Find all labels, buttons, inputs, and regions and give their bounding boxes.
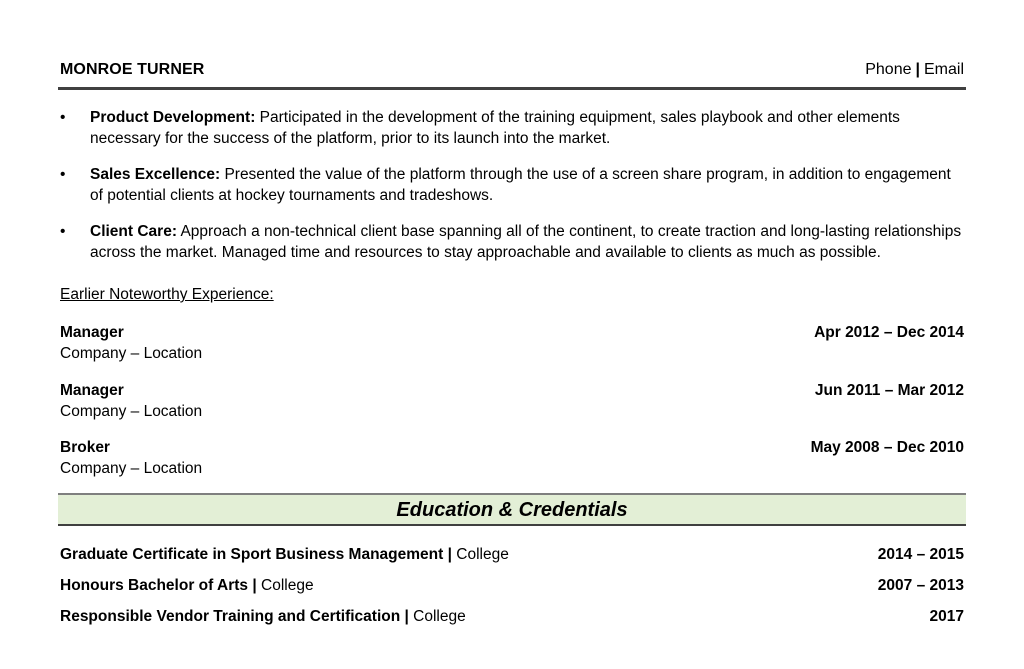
- education-years: 2007 – 2013: [877, 577, 964, 594]
- degree-separator: |: [447, 546, 452, 563]
- job-entry: [60, 380, 964, 438]
- achievement-text: Participated in the development of the training equipment, sales playbook and other elements necessary for the success of the platform, prior to its launch into the market.: [90, 109, 900, 147]
- school-name: College: [261, 577, 314, 594]
- degree-separator: |: [404, 608, 409, 625]
- phone-text: Phone: [865, 61, 912, 78]
- education-entry: [60, 575, 964, 606]
- job-company: Company – Location: [60, 460, 203, 477]
- education-list: [60, 544, 964, 637]
- education-section-header: [58, 493, 966, 526]
- job-entry: [60, 437, 964, 495]
- bullet-icon: •: [60, 223, 66, 240]
- achievement-label: Client Care:: [90, 223, 177, 240]
- resume-header: [60, 61, 964, 83]
- school-name: College: [413, 608, 466, 625]
- achievement-text: Presented the value of the platform through the use of a screen share program, in addition to engagement of potential clients at hockey tournaments and tradeshows.: [90, 166, 951, 204]
- bullet-icon: •: [60, 166, 66, 183]
- education-years: 2017: [929, 608, 964, 625]
- degree-separator: |: [252, 577, 257, 594]
- achievement-item: [60, 164, 964, 206]
- achievement-list: [60, 107, 964, 278]
- job-dates: Apr 2012 – Dec 2014: [814, 324, 964, 341]
- job-dates: May 2008 – Dec 2010: [810, 439, 964, 456]
- earlier-experience-heading: Earlier Noteworthy Experience:: [60, 286, 274, 303]
- degree-name: Graduate Certificate in Sport Business Management: [60, 546, 444, 563]
- job-dates: Jun 2011 – Mar 2012: [814, 381, 964, 399]
- job-title: Manager: [60, 381, 124, 399]
- job-company: Company – Location: [60, 345, 203, 362]
- job-entry: [60, 322, 964, 380]
- contact-info: [865, 61, 964, 79]
- achievement-item: [60, 221, 964, 263]
- contact-separator: |: [915, 61, 920, 78]
- achievement-text: Approach a non-technical client base spanning all of the continent, to create traction and long-lasting relationships across the market. Managed time and resources to stay approachable and available to clients as much as possible.: [90, 223, 962, 261]
- education-heading: Education & Credentials: [396, 499, 628, 521]
- bullet-icon: •: [60, 109, 66, 126]
- achievement-item: [60, 107, 964, 149]
- job-company: Company – Location: [60, 402, 203, 420]
- job-title: Broker: [60, 439, 110, 456]
- education-years: 2014 – 2015: [877, 546, 964, 563]
- header-divider: [58, 87, 966, 90]
- education-entry: [60, 606, 964, 637]
- achievement-label: Sales Excellence:: [90, 166, 221, 183]
- achievement-label: Product Development:: [90, 109, 256, 126]
- email-text: Email: [923, 61, 964, 78]
- degree-name: Responsible Vendor Training and Certification: [60, 608, 401, 625]
- earlier-experience-list: [60, 322, 964, 495]
- education-entry: [60, 544, 964, 575]
- school-name: College: [456, 546, 509, 563]
- degree-name: Honours Bachelor of Arts: [60, 577, 249, 594]
- candidate-name: MONROE TURNER: [60, 61, 205, 78]
- job-title: Manager: [60, 324, 124, 341]
